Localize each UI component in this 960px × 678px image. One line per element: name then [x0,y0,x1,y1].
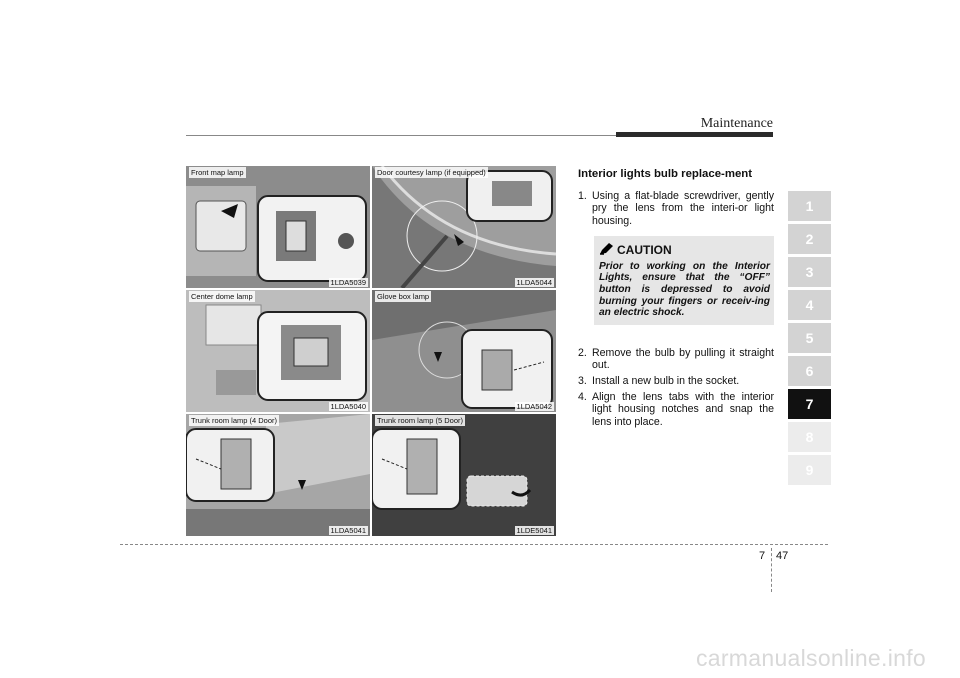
step-item [578,190,774,228]
front-map-lamp-illustration [186,166,370,288]
trunk-lamp-5-door-illustration [372,414,556,536]
photo-code: 1LDA5041 [330,526,366,535]
footer-divider [120,544,828,545]
photo-trunk-lamp-4-door [186,414,370,536]
glove-box-lamp-illustration [372,290,556,412]
photo-glove-box-lamp [372,290,556,412]
step-item [578,391,774,429]
photo-door-courtesy-lamp [372,166,556,288]
step-text: Using a flat-blade screwdriver, gently pry the lens from the interi-or light housing. [592,189,774,227]
photo-caption: Trunk room lamp (5 Door) [377,416,463,425]
step-text: Align the lens tabs with the interior light housing notches and snap the lens into place. [592,390,774,428]
photo-trunk-lamp-5-door [372,414,556,536]
step-text: Install a new bulb in the socket. [592,375,740,388]
chapter-tab-4[interactable]: 4 [788,290,831,320]
caution-header [599,243,770,258]
caution-label: CAUTION [617,243,672,258]
chapter-tab-2[interactable]: 2 [788,224,831,254]
chapter-tab-8[interactable]: 8 [788,422,831,452]
door-courtesy-lamp-illustration [372,166,556,288]
caution-text: Prior to working on the Interior Lights, ensure that the “OFF” button is depressed to avoid burning your fingers or receiv-ing an electric shock. [599,260,770,319]
trunk-lamp-4-door-illustration [186,414,370,536]
photo-code: 1LDE5041 [516,526,552,535]
pencil-icon [599,243,613,258]
chapter-tab-6[interactable]: 6 [788,356,831,386]
page-number-divider [771,548,772,592]
chapter-tab-5[interactable]: 5 [788,323,831,353]
photo-front-map-lamp [186,166,370,288]
step-number: 4. [578,390,587,403]
photo-code: 1LDA5040 [330,402,366,411]
photo-code: 1LDA5042 [516,402,552,411]
chapter-tab-9[interactable]: 9 [788,455,831,485]
step-item [578,375,774,388]
chapter-tab-3[interactable]: 3 [788,257,831,287]
photo-caption: Door courtesy lamp (if equipped) [377,168,486,177]
photo-center-dome-lamp [186,290,370,412]
page-chapter: 7 [759,550,766,562]
photo-caption: Trunk room lamp (4 Door) [191,416,277,425]
chapter-tab-1[interactable]: 1 [788,191,831,221]
watermark: carmanualsonline.info [695,645,926,671]
step-item [578,347,774,372]
photo-code: 1LDA5044 [516,278,552,287]
step-number: 2. [578,346,587,359]
page-number: 47 [776,550,789,562]
photo-code: 1LDA5039 [330,278,366,287]
photo-caption: Front map lamp [191,168,244,177]
photo-caption: Glove box lamp [377,292,430,301]
header-title: Maintenance [700,116,773,131]
header-rule [186,135,616,136]
caution-box [594,236,774,325]
step-number: 3. [578,375,587,388]
instructions [578,168,774,431]
header-rule-accent [616,132,773,137]
section-title: Interior lights bulb replace-ment [578,168,753,180]
chapter-tabs [788,191,831,488]
center-dome-lamp-illustration [186,290,370,412]
step-number: 1. [578,189,587,202]
photo-caption: Center dome lamp [191,292,253,301]
step-text: Remove the bulb by pulling it straight out. [592,346,774,372]
chapter-tab-7[interactable]: 7 [788,389,831,419]
